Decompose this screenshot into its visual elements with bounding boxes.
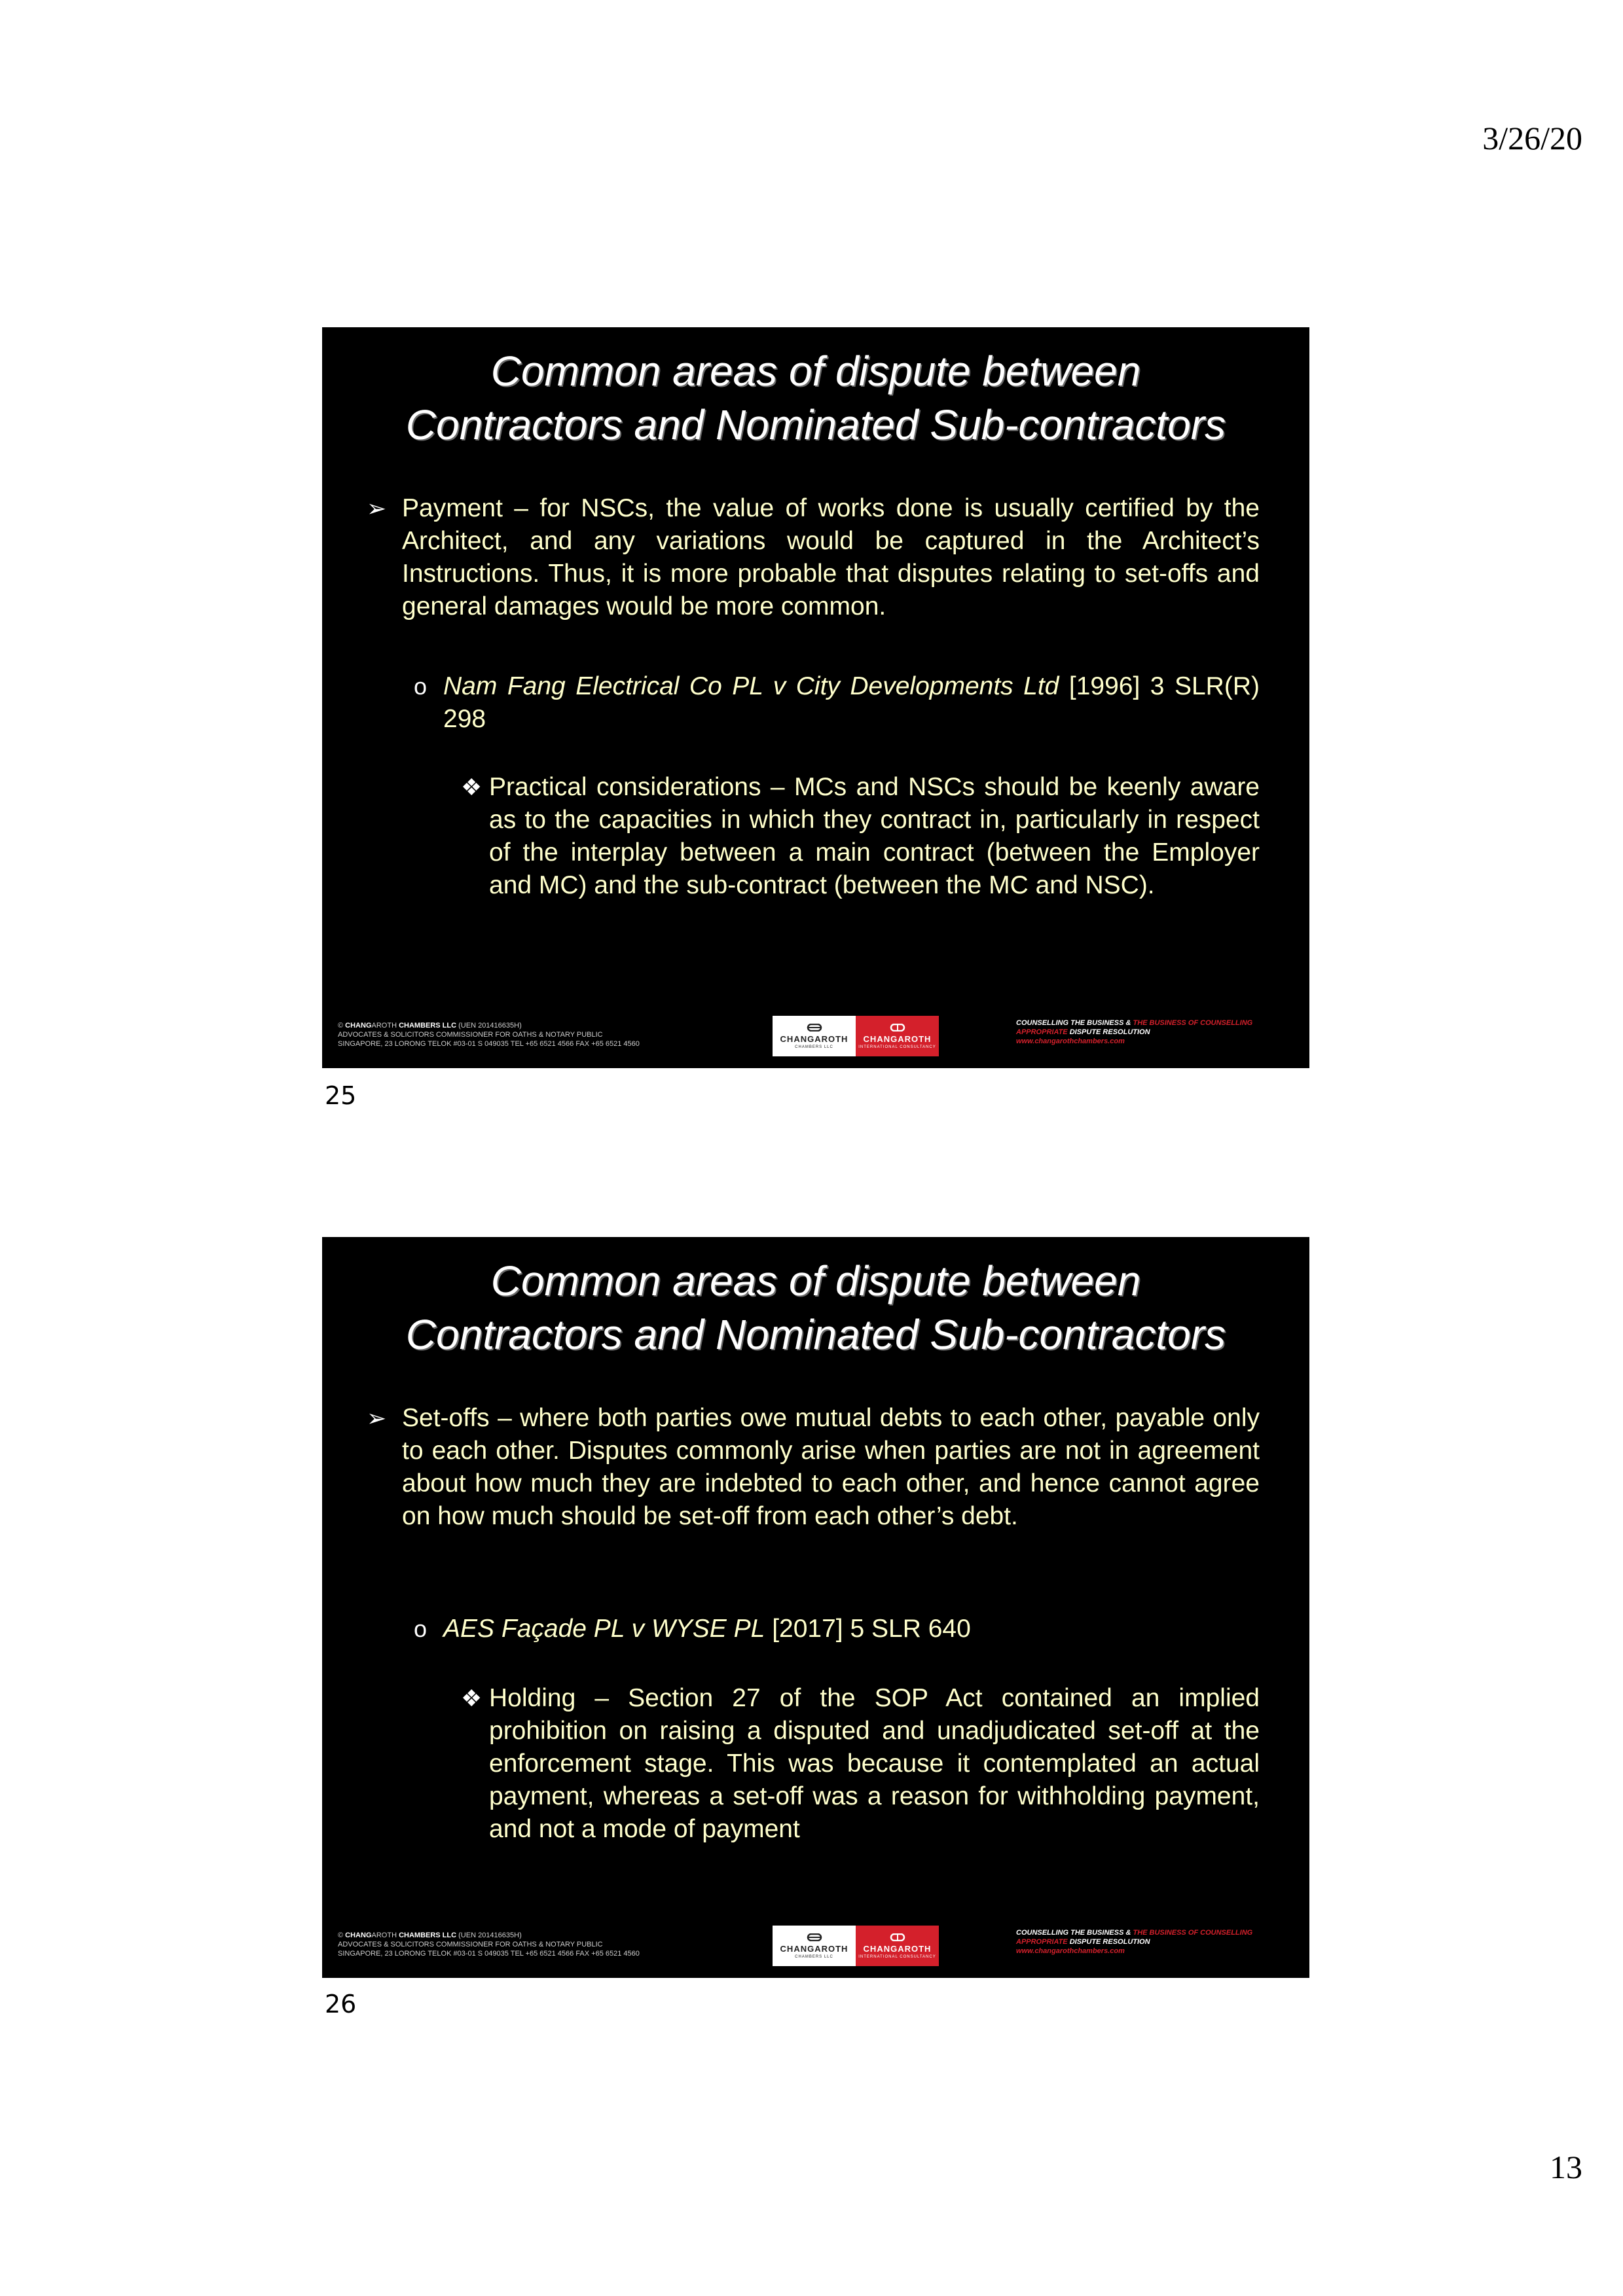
firm-tagline [1016, 1018, 1278, 1046]
logo-consultancy-sub: INTERNATIONAL CONSULTANCY [858, 1045, 936, 1049]
tagline-1-red: THE BUSINESS OF COUNSELLING [1133, 1929, 1253, 1937]
firm-website: www.changarothchambers.com [1016, 1037, 1125, 1045]
firm-address: SINGAPORE, 23 LORONG TELOK #03-01 S 049035 TEL +65 6521 4566 FAX +65 6521 4560 [338, 1950, 640, 1958]
firm-logo [773, 1016, 939, 1056]
slide-number-label: 26 [325, 1990, 357, 2018]
bullet-set-offs: Set-offs – where both parties owe mutual debts to each other, payable only to each other. Disputes commonly arise when parties are not in agreement about how much they are indebted to each other, and hence cannot agree on how much should be set-off from each other’s debt. [402, 1404, 1260, 1530]
brand-bold-2: CHAMBERS LLC [397, 1022, 457, 1030]
logo-mark-icon [806, 1024, 823, 1031]
logo-mark-icon [806, 1933, 823, 1941]
brand-bold-2: CHAMBERS LLC [397, 1931, 457, 1939]
firm-website: www.changarothchambers.com [1016, 1947, 1125, 1955]
brand-thin: AROTH [371, 1931, 397, 1939]
slide-26 [322, 1237, 1309, 1978]
firm-uen: (UEN 201416635H) [456, 1022, 522, 1030]
bullet-payment: Payment – for NSCs, the value of works done is usually certified by the Architect, and any variations would be captured in the Architect’s Instructions. Thus, it is more probable that disputes relating to set-offs and general damages would be more common. [402, 494, 1260, 620]
case-citation: [2017] 5 SLR 640 [765, 1615, 971, 1643]
firm-footer: © CHANGAROTH CHAMBERS LLC (UEN 201416635H) ADVOCATES & SOLICITORS COMMISSIONER FOR OATHS & NOTARY PUBLIC SINGAPORE, 23 LORONG TELOK #03-01 S 049035 TEL +65 6521 4566 FAX +65 6521 4560 [338, 1021, 704, 1049]
tagline-2-red: APPROPRIATE [1016, 1028, 1070, 1036]
diamond-bullet-icon: ❖ [461, 1685, 483, 1712]
circle-bullet-icon: o [414, 1615, 428, 1642]
tagline-1-white: COUNSELLING THE BUSINESS & [1016, 1929, 1133, 1937]
logo-consultancy [856, 1016, 939, 1056]
arrow-bullet-icon: ➢ [367, 495, 387, 522]
firm-line-2: ADVOCATES & SOLICITORS COMMISSIONER FOR OATHS & NOTARY PUBLIC [338, 1031, 603, 1039]
logo-chambers-sub: CHAMBERS LLC [795, 1045, 833, 1049]
logo-chambers [773, 1016, 856, 1056]
brand-thin: AROTH [371, 1022, 397, 1030]
practical-considerations: Practical considerations – MCs and NSCs should be keenly aware as to the capacities in which they contract in, particularly in respect of the interplay between a main contract (between the Employer and MC) and the sub-contract (between the MC and NSC). [489, 773, 1260, 899]
case-name: AES Façade PL v WYSE PL [443, 1615, 765, 1643]
logo-mark-icon [889, 1933, 906, 1941]
firm-line-2: ADVOCATES & SOLICITORS COMMISSIONER FOR OATHS & NOTARY PUBLIC [338, 1941, 603, 1948]
logo-consultancy-sub: INTERNATIONAL CONSULTANCY [858, 1954, 936, 1959]
circle-bullet-icon: o [414, 673, 428, 700]
firm-address: SINGAPORE, 23 LORONG TELOK #03-01 S 049035 TEL +65 6521 4566 FAX +65 6521 4560 [338, 1040, 640, 1048]
diamond-bullet-icon: ❖ [461, 774, 483, 800]
tagline-1-white: COUNSELLING THE BUSINESS & [1016, 1019, 1133, 1027]
firm-tagline [1016, 1928, 1278, 1956]
holding: Holding – Section 27 of the SOP Act contained an implied prohibition on raising a disputed and unadjudicated set-off at the enforcement stage. This was because it contemplated an actual payment, whereas a set-off was a reason for withholding payment, and not a mode of payment [489, 1684, 1260, 1843]
brand-bold: CHANG [345, 1022, 372, 1030]
title-line-2: Contractors and Nominated Sub-contractors [405, 1311, 1226, 1358]
title-line-1: Common areas of dispute between [490, 348, 1141, 395]
tagline-2-white: DISPUTE RESOLUTION [1069, 1028, 1150, 1036]
tagline-2-red: APPROPRIATE [1016, 1938, 1070, 1946]
slide-title [322, 1254, 1309, 1361]
firm-logo [773, 1926, 939, 1966]
logo-chambers-name: CHANGAROTH [780, 1943, 848, 1954]
tagline-2-white: DISPUTE RESOLUTION [1069, 1938, 1150, 1946]
logo-mark-icon [889, 1024, 906, 1031]
logo-chambers-name: CHANGAROTH [780, 1033, 848, 1044]
logo-consultancy-name: CHANGAROTH [863, 1033, 932, 1044]
slide-25 [322, 327, 1309, 1068]
case-reference [443, 670, 1260, 736]
page-number: 13 [1550, 2149, 1582, 2185]
logo-consultancy [856, 1926, 939, 1966]
firm-footer: © CHANGAROTH CHAMBERS LLC (UEN 201416635H) ADVOCATES & SOLICITORS COMMISSIONER FOR OATHS & NOTARY PUBLIC SINGAPORE, 23 LORONG TELOK #03-01 S 049035 TEL +65 6521 4566 FAX +65 6521 4560 [338, 1931, 704, 1958]
case-citation: [1996] 3 SLR(R) 298 [443, 672, 1260, 733]
arrow-bullet-icon: ➢ [367, 1405, 387, 1431]
title-line-1: Common areas of dispute between [490, 1257, 1141, 1304]
logo-chambers-sub: CHAMBERS LLC [795, 1954, 833, 1959]
slide-number-label: 25 [325, 1081, 357, 1110]
title-line-2: Contractors and Nominated Sub-contractors [405, 401, 1226, 448]
firm-uen: (UEN 201416635H) [456, 1931, 522, 1939]
logo-consultancy-name: CHANGAROTH [863, 1943, 932, 1954]
brand-bold: CHANG [345, 1931, 372, 1939]
page-date: 3/26/20 [1482, 120, 1582, 156]
case-name: Nam Fang Electrical Co PL v City Developments Ltd [443, 672, 1059, 700]
slide-title [322, 344, 1309, 452]
tagline-1-red: THE BUSINESS OF COUNSELLING [1133, 1019, 1253, 1027]
case-reference [443, 1613, 1260, 1645]
logo-chambers [773, 1926, 856, 1966]
